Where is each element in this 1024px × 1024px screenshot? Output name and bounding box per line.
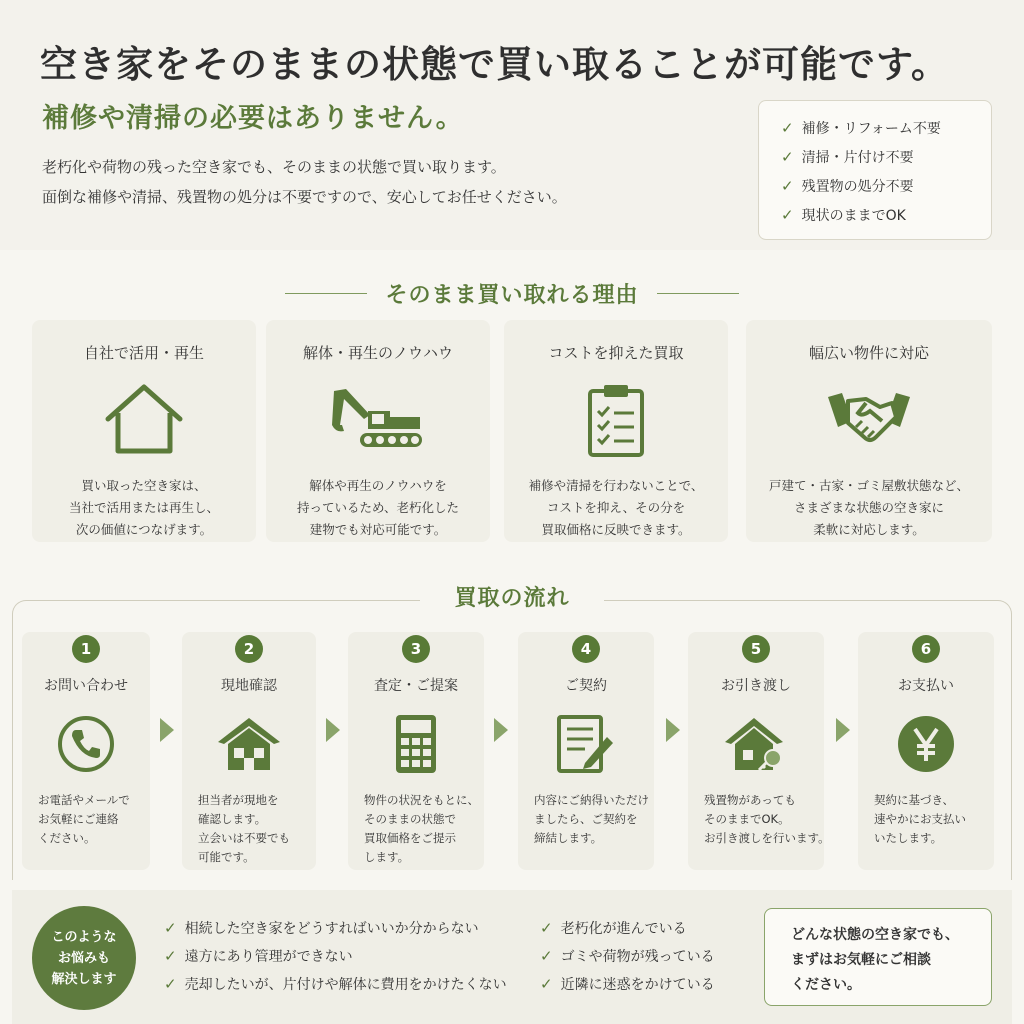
concern-item: ✓ ゴミや荷物が残っている <box>540 947 715 965</box>
concerns-list-left <box>164 914 507 998</box>
concern-item: ✓ 相続した空き家をどうすればいいか分からない <box>164 919 479 937</box>
reason-desc: 戸建て・古家・ゴミ屋敷状態など、 さまざまな状態の空き家に 柔軟に対応します。 <box>768 478 969 537</box>
flow-step <box>182 632 316 870</box>
reason-card <box>504 320 728 542</box>
check-icon: ✓ <box>781 176 794 195</box>
concern-item: ✓ 近隣に迷惑をかけている <box>540 975 715 993</box>
reason-card <box>746 320 992 542</box>
phone-icon <box>22 709 150 779</box>
step-desc: お電話やメールで お気軽にご連絡 ください。 <box>38 793 130 845</box>
step-desc: 物件の状況をもとに、 そのままの状態で 買取価格をご提示 します。 <box>364 793 479 864</box>
check-icon: ✓ <box>781 118 794 137</box>
chevron-right-icon <box>494 718 508 742</box>
flow-step <box>348 632 484 870</box>
step-number: 6 <box>912 635 940 663</box>
step-desc: 残置物があっても そのままでOK。 お引き渡しを行います。 <box>704 793 830 845</box>
page-title: 空き家をそのままの状態で買い取ることが可能です。 <box>40 42 950 86</box>
concerns-list-right <box>540 914 715 998</box>
checklist-item: ✓ 清掃・片付け不要 <box>781 147 914 166</box>
feature-checklist <box>758 100 992 240</box>
check-icon: ✓ <box>164 919 177 937</box>
reasons-title: そのまま買い取れる理由 <box>385 283 639 308</box>
step-title: お支払い <box>898 678 954 694</box>
divider <box>285 293 367 294</box>
step-title: ご契約 <box>565 678 607 694</box>
reason-title: 自社で活用・再生 <box>83 344 204 362</box>
checklist-item: ✓ 現状のままでOK <box>781 205 906 224</box>
flow-title: 買取の流れ <box>420 582 604 616</box>
reason-title: 解体・再生のノウハウ <box>302 344 453 362</box>
check-icon: ✓ <box>164 975 177 993</box>
hero-desc-line: 老朽化や荷物の残った空き家でも、そのままの状態で買い取ります。 <box>42 158 506 176</box>
step-title: お問い合わせ <box>44 678 128 694</box>
chevron-right-icon <box>666 718 680 742</box>
house-icon <box>182 709 316 779</box>
check-icon: ✓ <box>164 947 177 965</box>
yen-coin-icon <box>858 709 994 779</box>
step-number: 2 <box>235 635 263 663</box>
chevron-right-icon <box>160 718 174 742</box>
page-subtitle: 補修や清掃の必要はありません。 <box>42 103 464 134</box>
step-title: お引き渡し <box>721 678 791 694</box>
check-icon: ✓ <box>540 947 553 965</box>
concern-item: ✓ 遠方にあり管理ができない <box>164 947 353 965</box>
step-number: 1 <box>72 635 100 663</box>
reason-desc: 買い取った空き家は、 当社で活用または再生し、 次の価値につなげます。 <box>68 478 219 537</box>
check-icon: ✓ <box>781 147 794 166</box>
reason-title: 幅広い物件に対応 <box>808 344 929 362</box>
checklist-item: ✓ 残置物の処分不要 <box>781 176 914 195</box>
check-icon: ✓ <box>540 919 553 937</box>
calculator-icon <box>348 709 484 779</box>
step-title: 現地確認 <box>221 678 277 694</box>
check-icon: ✓ <box>781 205 794 224</box>
step-title: 査定・ご提案 <box>374 678 458 694</box>
flow-step <box>518 632 654 870</box>
reasons-heading <box>0 278 1024 309</box>
reason-card <box>266 320 490 542</box>
chevron-right-icon <box>836 718 850 742</box>
reason-desc: 解体や再生のノウハウを 持っているため、老朽化した 建物でも対応可能です。 <box>296 478 459 537</box>
step-desc: 内容にご納得いただけ ましたら、ご契約を 締結します。 <box>534 793 649 845</box>
concerns-badge: このような お悩みも 解決します <box>32 906 136 1010</box>
flow-step <box>858 632 994 870</box>
reason-card <box>32 320 256 542</box>
reason-title: コストを抑えた買取 <box>548 344 684 362</box>
house-outline-icon <box>32 381 256 459</box>
chevron-right-icon <box>326 718 340 742</box>
step-number: 4 <box>572 635 600 663</box>
hero-section <box>0 0 1024 250</box>
flow-step <box>22 632 150 870</box>
reason-desc: 補修や清掃を行わないことで、 コストを抑え、その分を 買取価格に反映できます。 <box>528 478 704 537</box>
concerns-section <box>12 890 1012 1024</box>
divider <box>657 293 739 294</box>
hero-description <box>42 152 567 212</box>
flow-step <box>688 632 830 870</box>
consultation-callout: どんな状態の空き家でも、 まずはお気軽にご相談 ください。 <box>764 908 992 1006</box>
handshake-icon <box>746 381 992 459</box>
clipboard-checklist-icon <box>504 381 728 459</box>
hero-desc-line: 面倒な補修や清掃、残置物の処分は不要ですので、安心してお任せください。 <box>42 188 567 206</box>
contract-pen-icon <box>518 709 654 779</box>
step-desc: 担当者が現地を 確認します。 立会いは不要でも 可能です。 <box>198 793 290 864</box>
concern-item: ✓ 老朽化が進んでいる <box>540 919 687 937</box>
concern-item: ✓ 売却したいが、片付けや解体に費用をかけたくない <box>164 975 507 993</box>
step-number: 3 <box>402 635 430 663</box>
checklist-item: ✓ 補修・リフォーム不要 <box>781 118 941 137</box>
step-number: 5 <box>742 635 770 663</box>
check-icon: ✓ <box>540 975 553 993</box>
house-key-icon <box>688 709 824 779</box>
excavator-icon <box>266 381 490 459</box>
step-desc: 契約に基づき、 速やかにお支払い いたします。 <box>874 793 966 845</box>
